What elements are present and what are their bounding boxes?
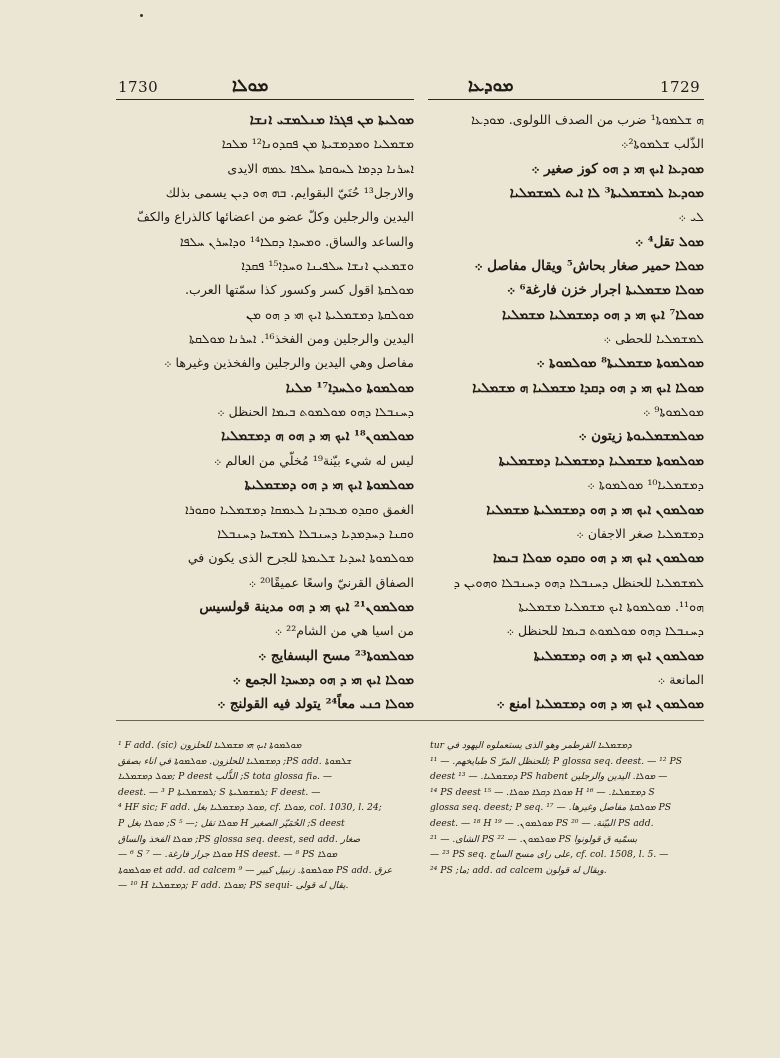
- entry-line: ܠܡܫܡܠܝܐ للحطى ܀: [603, 331, 704, 347]
- entry-line: ܡܘܠܡܘܢ ܐܝܟ ܗܝ ܕ ܗܘ ܕܡܫܡܠܝܬܐ: [533, 647, 704, 664]
- entry-line: ܡܘܠܡܘܬܐ ܡܫܡܠܝܐ ܕܡܫܡܠܝܐ ܕܡܫܡܠܝܬܐ: [498, 452, 704, 469]
- entry-line: ܗ ܫܠܡܘܬܐ¹ ضرب من الصدف اللولوى. ܡܘܕܥܐ: [471, 112, 704, 127]
- footnote-line: — ²³ PS seq. على راى مسح الساج, cf. col. 1508, l. 5. —: [430, 849, 669, 861]
- entry-line: ܡܘܠܡܘܢ ܐܝܟ ܗܝ ܕ ܗܘ ܕܡܫܡܠܝܬܐ ܡܫܡܠܝܐ: [486, 501, 704, 518]
- entry-line: ܕܚܢܒܠܐ ܕܗܘ ܡܘܠܡܘܬ ܒܝܡܐ للحنظل ܀: [506, 623, 704, 639]
- footnote-line: ¹ F add. (sic) ܡܘܠܡܘܬܐ ܐܝܟ ܗܝ ܡܫܡܠܝܐ للحلزون: [118, 740, 302, 751]
- footnotes-left: [118, 738, 414, 894]
- entry-line: والساعد والساق. ܘܡܚܕܐ ܕܩܠܐ¹⁴ ܘܕܐܚܪܢ ܚܠܦܐ: [179, 233, 414, 249]
- entry-line: ܡܘܠܡܘܬܐ ܐܝܟ ܗܝ ܕ ܗܘ ܕܡܫܡܠܝܬܐ: [244, 477, 414, 494]
- entry-line: ܡܘܠܡܘܢ²¹ ܐܝܟ ܗܝ ܕ ܗܘ مدينة قولسيس: [199, 598, 414, 615]
- entry-line: ܡܘܠܡܘܢ ܐܝܟ ܗܝ ܕ ܗܘ ܘܩܕܘ ܡܘܠܐ ܒܝܡܐ: [492, 550, 704, 567]
- entry-line: اليدين والرجلين وكلّ عضو من اعضائها كالذراع والكفّ: [136, 209, 414, 225]
- entry-line: ܡܘܠܐ ܐܝܟ ܗܝ ܕ ܗܘ ܕܩܕܐ ܡܫܡܠܝܐ ܗ ܡܫܡܠܝܐ: [472, 379, 704, 396]
- entry-line: ܡܘܠܐ⁷ ܐܝܟ ܗܝ ܕ ܗܘ ܕܡܫܡܠܝܐ ܡܫܡܠܝܐ: [502, 306, 704, 323]
- entry-line: ܡܘܠܡܘܢ ܐܝܟ ܗܝ ܕ ܗܘ ܕܡܫܡܠܝܐ امنع ܀: [496, 696, 704, 713]
- footnote-line: — ¹⁰ H ܕܡܫܡܠܝܐ; F add. ܡܘܠܐ; PS sequi- يقال له قولى.: [118, 880, 349, 892]
- entry-line: الذّلب ܫܠܡܘܬܐ²܀: [620, 136, 704, 152]
- entry-line: ܘܩܢܐ ܕܚܕܡܕܝܐ ܕܚܢܒܠܐ ܠܡܫܚܐ ܕܚܢܒܠܐ: [217, 525, 414, 541]
- entry-line: ܐܚܪܢܐ ܕܕܡܐ ܠܚܘܩܬܐ ܚܠܦܐ ܥܡܗ الايدى: [227, 160, 414, 176]
- entry-line: ܡܘܠܡܘܬܐ ܘܠܚܕܐ¹⁷ ܡܠܝܐ: [285, 379, 414, 396]
- footnote-line: ܡܘܠ ܕܡܫܡܠܝܐ; P deest الذُّلب ;S tota glossa fiه. —: [118, 771, 333, 783]
- left-running-headword: ܡܘܠܐ: [232, 76, 269, 96]
- footnotes-right: [430, 738, 704, 878]
- entry-line: ܕܚܢܒܠܐ ܕܗܘ ܡܘܠܡܘܬ ܒܝܡܐ الحنظل ܀: [217, 404, 414, 420]
- footnote-divider: [116, 720, 704, 721]
- entry-line: ܡܘܕܥܐ ܠܡܫܡܠܝܬܐ³ ܠܐ ܐܝܬ ܠܡܫܡܠܝܐ: [509, 185, 704, 202]
- entry-line: ܕܡܫܡܠܝܐ صغر الاجفان ܀: [576, 525, 704, 541]
- entry-line: ܗܘ¹¹. ܡܘܠܡܘܬܐ ܐܝܟ ܡܫܡܠܝܐ ܡܫܡܠܝܬܐ: [518, 598, 704, 614]
- entry-line: ܡܘܠ تقل⁴ ܀: [634, 233, 704, 250]
- left-column: [118, 108, 414, 717]
- entry-line: من اسيا هي من الشام²² ܀: [274, 623, 414, 639]
- page-mark: [140, 14, 143, 17]
- entry-line: ܡܘܠܝܬܐ ܡܢ ܦܓܪܐ ܡܢܠܡܫܝ ܐܢܫܐ: [249, 112, 414, 128]
- entry-line: ܡܘܠܡܘܬܐ⁹ ܀: [642, 404, 704, 420]
- entry-line: ܘܫܡܥܝܢ ܐܢܫܐ ܚܠܦܝܢܐ ܘܚܕܐ¹⁵ ܦܩܕܐ: [241, 258, 414, 274]
- entry-line: ܡܘܠܡܫܡܠܝܘܬܐ زيتون ܀: [578, 428, 704, 445]
- entry-line: ܡܘܠܡܘܬܐ ܡܫܡܠܝܬܐ⁸ ܡܘܠܡܘܬܐ ܀: [536, 355, 704, 372]
- header-rule-left: [116, 99, 414, 100]
- right-page-number: 1729: [660, 78, 701, 96]
- entry-line: والارجل¹³ حُنَيّ البقوايم. ܒܗ ܗܘ ܕܝܢ يسمى بذلك: [165, 185, 414, 201]
- entry-line: اليدين والرجلين ومن الفخذ¹⁶. ܐܚܪܢܐ ܡܘܠܩܬܐ: [188, 331, 414, 347]
- footnote-line: الشاى. — ²¹ PS ܡܘܠܡܘܢ. — ²² PS بسمّيه ق قولونوا: [430, 833, 638, 845]
- footnote-line: ܡܘܠܡܘܬܐ et add. ad calcem ܡܘܠܡܘܬܐ. زنبيل كبير — ⁹ PS add. عرق: [118, 864, 393, 876]
- footnote-line: ܡܘܠܐ الفخذ والساق ;PS glossa seq. deest, sed add. صغار: [118, 833, 361, 845]
- entry-line: ܠܝ ܀: [678, 209, 704, 225]
- entry-line: ܡܘܠܩܬܐ ܕܡܫܡܠܝܬܐ ܐܝܟ ܗܝ ܕ ܗܘ ܡܢ: [245, 306, 414, 322]
- footnote-line: tur ܕܡܫܡܠܝܐ القرطمر وهو الذى يستعملوه اليهود في: [430, 740, 632, 751]
- right-running-headword: ܡܘܕܥܐ: [468, 76, 514, 96]
- entry-line: الغمق ܘܩܕܘ ܡܥܒܕܢܐ ܠܥܡܩܐ ܕܡܫܡܠܝܐ ܘܩܘܪܐ: [185, 501, 414, 517]
- entry-line: ܡܘܠܐ ܡܫܡܠܝܬܐ اجرار خزن فارغة⁶ ܀: [506, 282, 704, 299]
- entry-line: ܡܘܠܡܘܢ¹⁸ ܐܝܟ ܗܝ ܕ ܗܘ ܗ ܕܡܫܡܠܝܐ: [221, 428, 414, 445]
- footnote-line: P ܡܘܠܐ بغل ;S ܡܘܠܐ تقل ;— ⁵ H الحُمَيّر الصغير ;S deest: [118, 817, 345, 829]
- footnote-line: ²⁴ PS ;ما; add. ad calcem ويقال له قولون.: [430, 864, 607, 876]
- footnote-line: deest. — ³ P ܠܡܫܡܠܝܬܐ; S ܠܡܫܡܠܝܬܐ; F deest. —: [118, 786, 321, 798]
- entry-line: ܡܫܡܠܝܐ ܘܡܕܡܫܝܬܐ ܡܢ ܦܩܕܘܢܐ¹² ܡܠܟܐ: [221, 136, 414, 152]
- entry-line: ܡܘܕܥܐ ܐܝܟ ܗܝ ܕ ܗܘ كوز صغير ܀: [531, 160, 704, 177]
- footnote-line: glossa seq. deest; P seq. ܡܘܠܩܬܐ مفاصل وغيرها. — ¹⁷ PS: [430, 802, 672, 814]
- entry-line: ܡܘܠܐ ܐܝܟ ܗܝ ܕ ܗܘ ܕܡܚܕܐ الجمع ܀: [232, 671, 414, 688]
- footnote-line: ¹⁴ PS deest ܡܘܠܐ ܕܩܠܐ ܡܘܠܐ. — ¹⁵ H ܕܡܫܡܠܝܐ. — ¹⁶ S: [430, 786, 655, 798]
- left-page-number: 1730: [118, 78, 159, 96]
- footnote-line: ܕܡܫܡܠܝܐ للحلزون. ܡܘܠܡܘܬܐ في اناء بصفق ;PS add. ܫܠܡܘܬܐ: [118, 755, 352, 767]
- entry-line: ܡܘܠܩܬܐ اقول كسر وكسور كذا سمّتها العرب.: [184, 282, 414, 298]
- entry-line: المانعة ܀: [657, 671, 704, 687]
- entry-line: مفاصل وهي اليدين والرجلين والفخذين وغيرها ܀: [163, 355, 414, 371]
- entry-line: ܡܘܠܐ ܟܢܝ معاً²⁴ يتولد فيه القولنج ܀: [217, 696, 414, 713]
- entry-line: ليس له شيء بيّنة¹⁹ مُخلّي من العالم ܀: [213, 452, 414, 468]
- footnote-line: — ⁶ S ܡܘܠܐ جرار فارغة. — ⁷ HS deest. — ⁸ PS ܡܘܠܐ: [118, 849, 338, 861]
- entry-line: الصفاق القرنيّ واسعًا عميقًا²⁰ ܀: [248, 574, 414, 590]
- header-rule-right: [428, 99, 704, 100]
- footnote-line: ⁴ HF sic; F add. ܡܘܠ ܕܡܫܡܠܝܐ بغل, cf. ܡܘܠܐ, col. 1030, l. 24;: [118, 802, 382, 814]
- footnote-line: deest ܕܡܫܡܠܝܐ. — ¹³ PS habent ܡܘܠܐ. اليدين والرجلين —: [430, 771, 668, 783]
- entry-line: ܡܘܠܡܘܬܐ ܐܚܕܝܐ ܫܠܝܡܬܐ للجرح الذى يكون في: [187, 550, 414, 566]
- footnote-line: طبايخهم. — ¹¹ S للحنظل المرّ; P glossa seq. deest. — ¹² PS: [430, 755, 682, 767]
- right-column: [430, 108, 704, 717]
- entry-line: ܡܘܠܡܘܬܐ²³ مسح البسفايج ܀: [258, 647, 414, 664]
- entry-line: ܕܡܫܡܠܝܐ¹⁰ ܡܘܠܡܘܬܐ ܀: [587, 477, 704, 493]
- entry-line: ܡܘܠܐ حمير صغار بحاش⁵ ويقال مفاصل ܀: [474, 258, 704, 275]
- footnote-line: deest. — ¹⁸ H ܡܘܠܡܘܢ. — ¹⁹ PS البيّنة. — ²⁰ PS add.: [430, 817, 654, 829]
- entry-line: ܠܡܫܡܠܝܐ للحنظل ܕܚܢܒܠܐ ܕܗܘ ܕܚܢܒܠܐ ܘܗܘܝܢ ܕ: [453, 574, 704, 590]
